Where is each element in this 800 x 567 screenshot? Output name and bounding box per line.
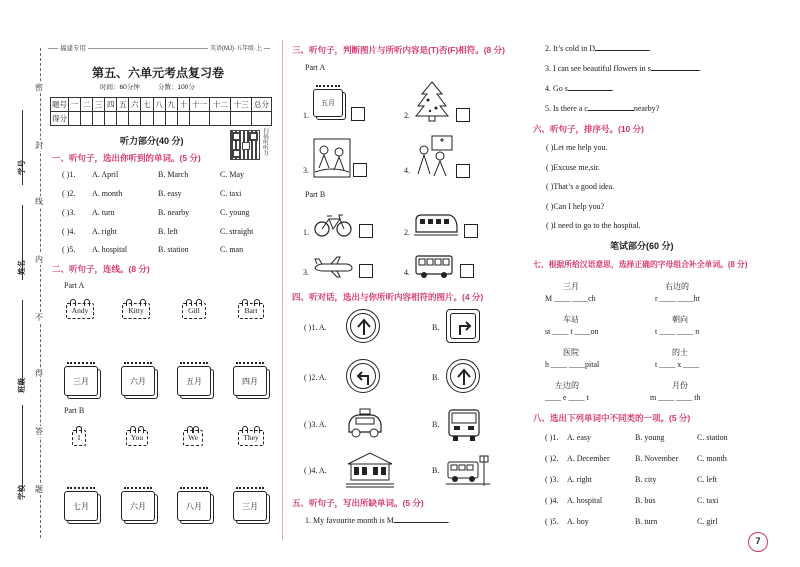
chinese-hint: 车站: [563, 315, 579, 324]
option-a: A. hospital: [92, 245, 128, 254]
word-blank[interactable]: t ____ ____ n: [655, 327, 700, 336]
ordering-item[interactable]: ( )Excuse me,sir.: [546, 163, 600, 172]
calendar-card[interactable]: [121, 487, 155, 523]
answer-bracket[interactable]: ( )2.: [545, 454, 559, 463]
seal-char: 封: [35, 141, 43, 150]
fill-blank-item: 2. It’s cold in D .: [545, 44, 651, 53]
chinese-hint: 的士: [672, 348, 688, 357]
qr-code-icon[interactable]: [230, 130, 260, 160]
ordering-item[interactable]: ( )I need to go to the hospital.: [546, 221, 641, 230]
item-number: 1.: [303, 111, 309, 120]
listening-part-title: 听力部分(40 分): [120, 136, 184, 146]
score-input-cell[interactable]: [189, 112, 210, 126]
item-number: 1.: [303, 228, 309, 237]
answer-box[interactable]: [456, 108, 470, 122]
word-blank[interactable]: M ____ ____ch: [545, 294, 596, 303]
hospital-people-icon: [414, 134, 454, 178]
pronoun-tag[interactable]: I: [72, 430, 86, 446]
answer-bracket[interactable]: ( )1.: [545, 433, 559, 442]
section-3-title: 三、听句子，判断图片与所听内容是(T)否(F)相符。(8 分): [292, 45, 505, 55]
answer-box[interactable]: [456, 164, 470, 178]
chinese-hint: 医院: [563, 348, 579, 357]
score-cell: 三: [93, 98, 105, 112]
blank-line[interactable]: [651, 70, 699, 71]
family-picnic-icon: [313, 138, 351, 178]
go-straight-sign-icon: [446, 359, 480, 393]
score-cell: 七: [141, 98, 153, 112]
answer-bracket[interactable]: ( )4.: [545, 496, 559, 505]
score-cell: 八: [153, 98, 165, 112]
sentence-text: 4. Go s: [545, 84, 568, 93]
calendar-month-label: 三月: [233, 491, 267, 521]
blank-line[interactable]: [588, 110, 634, 111]
score-input-cell[interactable]: [69, 112, 81, 126]
tf-item: [404, 208, 484, 242]
vehicle-row: [304, 408, 484, 444]
seal-char: 密: [35, 83, 43, 92]
answer-box[interactable]: [353, 163, 367, 177]
fill-blank-item: 1. My favourite month is M .: [305, 516, 450, 525]
score-cell: 十三: [231, 98, 252, 112]
calendar-month-label: 五月: [313, 89, 343, 117]
item-number: 3.: [303, 268, 309, 277]
pronoun-tag[interactable]: We: [183, 430, 203, 446]
option-c: C. taxi: [220, 189, 242, 198]
word-blank[interactable]: h ____ ____pital: [545, 360, 600, 369]
seal-char: 线: [35, 197, 43, 206]
train-icon: [414, 212, 458, 238]
score-cell: 十一: [189, 98, 210, 112]
answer-box[interactable]: [464, 224, 478, 238]
answer-bracket[interactable]: ( )2.: [62, 189, 76, 198]
option-a: A. hospital: [567, 496, 603, 505]
header-badge-strip: [48, 44, 270, 54]
option-c: C. straight: [220, 227, 254, 236]
score-cell: 十: [177, 98, 189, 112]
score-cell: 六: [129, 98, 141, 112]
option-a: A. right: [92, 227, 117, 236]
option-b: B. November: [635, 454, 679, 463]
calendar-month-label: 七月: [64, 491, 98, 521]
page-title: 第五、六单元考点复习卷: [91, 66, 224, 80]
score-input-cell[interactable]: [177, 112, 189, 126]
name-label: 姓名: [17, 260, 26, 275]
student-id-label: 学号: [17, 160, 26, 175]
item-number[interactable]: ( )2. A.: [304, 373, 327, 382]
score-input-cell[interactable]: [165, 112, 177, 126]
option-c: C. station: [697, 433, 728, 442]
sentence-tail: nearby?: [633, 104, 660, 113]
item-number: 2.: [404, 228, 410, 237]
score-input-cell[interactable]: [93, 112, 105, 126]
option-a: A. December: [567, 454, 610, 463]
tf-item: [303, 250, 383, 284]
score-cell: 二: [81, 98, 93, 112]
blank-line[interactable]: [568, 90, 612, 91]
score-input-cell[interactable]: [252, 112, 272, 126]
region-badge: 福建专用: [60, 45, 86, 52]
sentence-text: 1. My favourite month is M: [305, 516, 394, 525]
sentence-text: 5. Is there a c: [545, 104, 588, 113]
item-number: 4.: [404, 268, 410, 277]
calendar-month-label: 八月: [177, 491, 211, 521]
sentence-text: 2. It’s cold in D: [545, 44, 595, 53]
tf-item: [303, 208, 383, 242]
option-b: B. nearby: [158, 208, 190, 217]
calendar-month-label: 五月: [177, 366, 211, 396]
option-b: B. March: [158, 170, 189, 179]
bus-icon: [414, 254, 454, 280]
word-blank[interactable]: m ____ ____ th: [650, 393, 701, 402]
score-table-input-row: [51, 112, 272, 126]
seal-char: 内: [35, 255, 43, 264]
sign-row: [304, 357, 484, 399]
score-cell: 一: [69, 98, 81, 112]
answer-bracket[interactable]: ( )3.: [545, 475, 559, 484]
bus-stop-icon: [446, 452, 490, 488]
name-tag[interactable]: Bart: [238, 303, 264, 319]
taxi-icon: [346, 408, 384, 440]
word-blank[interactable]: ____ e ____ t: [545, 393, 589, 402]
seal-char: 得: [35, 369, 43, 378]
name-tag[interactable]: Kitty: [122, 303, 150, 319]
item-number: 4.: [404, 166, 410, 175]
part-b-label: Part B: [305, 190, 326, 199]
qr-caption: 扫码听听力: [262, 128, 268, 156]
option-b: B. city: [635, 475, 657, 484]
pronoun-tag[interactable]: You: [126, 430, 148, 446]
calendar-card[interactable]: [64, 487, 98, 523]
option-b: B. station: [158, 245, 189, 254]
option-a: A. turn: [92, 208, 115, 217]
sentence-text: 3. I can see beautiful flowers in s: [545, 64, 651, 73]
name-tag[interactable]: Gill: [182, 303, 206, 319]
score-cell: 得分: [51, 112, 69, 126]
ordering-item[interactable]: ( )Let me help you.: [546, 143, 608, 152]
blank-line[interactable]: [394, 522, 448, 523]
section-4-title: 四、听对话，选出与你所听内容相符的图片。(4 分): [292, 292, 484, 302]
option-b-label[interactable]: B.: [432, 323, 440, 332]
page-number-badge: [748, 532, 768, 552]
score-table: [50, 97, 272, 126]
seal-char: 答: [35, 427, 43, 436]
option-c: C. man: [220, 245, 244, 254]
score-cell: 十二: [210, 98, 231, 112]
option-b: B. bus: [635, 496, 656, 505]
answer-bracket[interactable]: ( )3.: [62, 208, 76, 217]
score-input-cell[interactable]: [153, 112, 165, 126]
answer-bracket[interactable]: ( )5.: [545, 517, 559, 526]
airplane-icon: [313, 256, 353, 278]
name-tag[interactable]: Andy: [66, 303, 94, 319]
calendar-card[interactable]: [121, 362, 155, 398]
score-cell: 题号: [51, 98, 69, 112]
item-number[interactable]: ( )4. A.: [304, 466, 327, 475]
word-blank[interactable]: r ____ ____ht: [655, 294, 700, 303]
fill-blank-item: [545, 104, 659, 113]
binding-margin: [0, 0, 48, 567]
turn-right-sign-icon: [446, 309, 480, 343]
option-c: C. taxi: [697, 496, 719, 505]
answer-box[interactable]: [351, 107, 365, 121]
calendar-month-label: 六月: [121, 366, 155, 396]
answer-bracket[interactable]: ( )4.: [62, 227, 76, 236]
answer-bracket[interactable]: ( )1.: [62, 170, 76, 179]
fill-blank-item: 3. I can see beautiful flowers in s .: [545, 64, 701, 73]
option-c: C. left: [697, 475, 717, 484]
item-number[interactable]: ( )1. A.: [304, 323, 327, 332]
option-b: B. easy: [158, 189, 182, 198]
pronoun-tag[interactable]: They: [238, 430, 264, 446]
tf-item: [303, 83, 383, 128]
item-number: 2.: [404, 111, 410, 120]
calendar-card[interactable]: [177, 362, 211, 398]
option-c: C. month: [697, 454, 727, 463]
option-b-label[interactable]: B.: [432, 420, 440, 429]
seal-char: 题: [35, 485, 43, 494]
exam-time: 时间：60分钟: [100, 84, 140, 91]
turn-left-sign-icon: [346, 359, 380, 393]
option-a: A. easy: [567, 433, 591, 442]
column-divider: [282, 40, 283, 540]
section-2-title: 二、听句子，连线。(8 分): [52, 264, 150, 274]
ordering-item[interactable]: ( )Can I help you?: [546, 202, 605, 211]
calendar-icon: [313, 85, 343, 119]
score-cell: 九: [165, 98, 177, 112]
word-blank[interactable]: t ____ x ____: [655, 360, 700, 369]
item-number[interactable]: ( )3. A.: [304, 420, 327, 429]
chinese-hint: 月份: [672, 381, 688, 390]
calendar-month-label: 三月: [64, 366, 98, 396]
option-a: A. boy: [567, 517, 589, 526]
tf-item: [404, 250, 484, 284]
class-label: 班级: [17, 378, 26, 393]
go-straight-sign-icon: [346, 309, 380, 343]
blank-line[interactable]: [595, 50, 649, 51]
part-a-label: Part A: [64, 281, 85, 290]
tf-item: [404, 134, 484, 182]
score-input-cell[interactable]: [117, 112, 129, 126]
option-b: B. left: [158, 227, 178, 236]
score-table-header-row: [51, 98, 272, 112]
item-number: 3.: [303, 166, 309, 175]
bicycle-icon: [313, 212, 353, 238]
answer-box[interactable]: [359, 224, 373, 238]
calendar-card[interactable]: [233, 487, 267, 523]
station-row: [304, 450, 494, 490]
score-cell: 四: [105, 98, 117, 112]
chinese-hint: 右边的: [665, 282, 689, 291]
score-input-cell[interactable]: [210, 112, 231, 126]
calendar-card[interactable]: [64, 362, 98, 398]
fill-blank-item: 4. Go s .: [545, 84, 614, 93]
option-c: C. young: [220, 208, 250, 217]
section-8-title: 八、选出下列单词中不同类的一项。(5 分): [533, 413, 691, 423]
score-cell: 总分: [252, 98, 272, 112]
word-blank[interactable]: st ____ t ____on: [545, 327, 599, 336]
ordering-item[interactable]: ( )That’s a good idea.: [546, 182, 615, 191]
option-a: A. April: [92, 170, 119, 179]
option-c: C. girl: [697, 517, 718, 526]
calendar-month-label: 六月: [121, 491, 155, 521]
train-station-icon: [346, 450, 394, 488]
option-b: B. turn: [635, 517, 658, 526]
seal-char: 不: [35, 313, 43, 322]
section-1-title: 一、听句子，选出你听到的单词。(5 分): [52, 153, 201, 163]
tf-item: [404, 80, 484, 128]
score-input-cell[interactable]: [105, 112, 117, 126]
answer-box[interactable]: [359, 264, 373, 278]
score-input-cell[interactable]: [141, 112, 153, 126]
calendar-card[interactable]: [233, 362, 267, 398]
sign-row: [304, 307, 484, 349]
chinese-hint: 三月: [563, 282, 579, 291]
page-number: 7: [755, 536, 761, 546]
score-input-cell[interactable]: [129, 112, 141, 126]
section-7-title: 七、根据所给汉语意思，选择正确的字母组合补全单词。(8 分): [533, 260, 748, 269]
score-input-cell[interactable]: [231, 112, 252, 126]
exam-score-total: 分数：100分: [158, 84, 195, 91]
bus-icon: [446, 408, 482, 442]
option-b: B. young: [635, 433, 665, 442]
option-b-label[interactable]: B.: [432, 466, 440, 475]
chinese-hint: 朝向: [672, 315, 688, 324]
chinese-hint: 左边的: [555, 381, 579, 390]
section-6-title: 六、听句子，排序号。(10 分): [533, 124, 644, 134]
answer-box[interactable]: [460, 264, 474, 278]
school-label: 学校: [17, 485, 26, 500]
series-label: 英语(MJ)·五年级·上: [208, 43, 264, 52]
calendar-card[interactable]: [177, 487, 211, 523]
calendar-month-label: 四月: [233, 366, 267, 396]
tf-item: [303, 138, 383, 182]
score-cell: 五: [117, 98, 129, 112]
answer-bracket[interactable]: ( )5.: [62, 245, 76, 254]
option-b-label[interactable]: B.: [432, 373, 440, 382]
section-5-title: 五、听句子，写出所缺单词。(5 分): [292, 498, 424, 508]
option-a: A. month: [92, 189, 123, 198]
score-input-cell[interactable]: [81, 112, 93, 126]
part-a-label: Part A: [305, 63, 326, 72]
option-a: A. right: [567, 475, 592, 484]
part-b-label: Part B: [64, 406, 85, 415]
option-c: C. May: [220, 170, 244, 179]
writing-part-title: 笔试部分(60 分): [610, 241, 674, 251]
christmas-tree-icon: [414, 80, 450, 122]
